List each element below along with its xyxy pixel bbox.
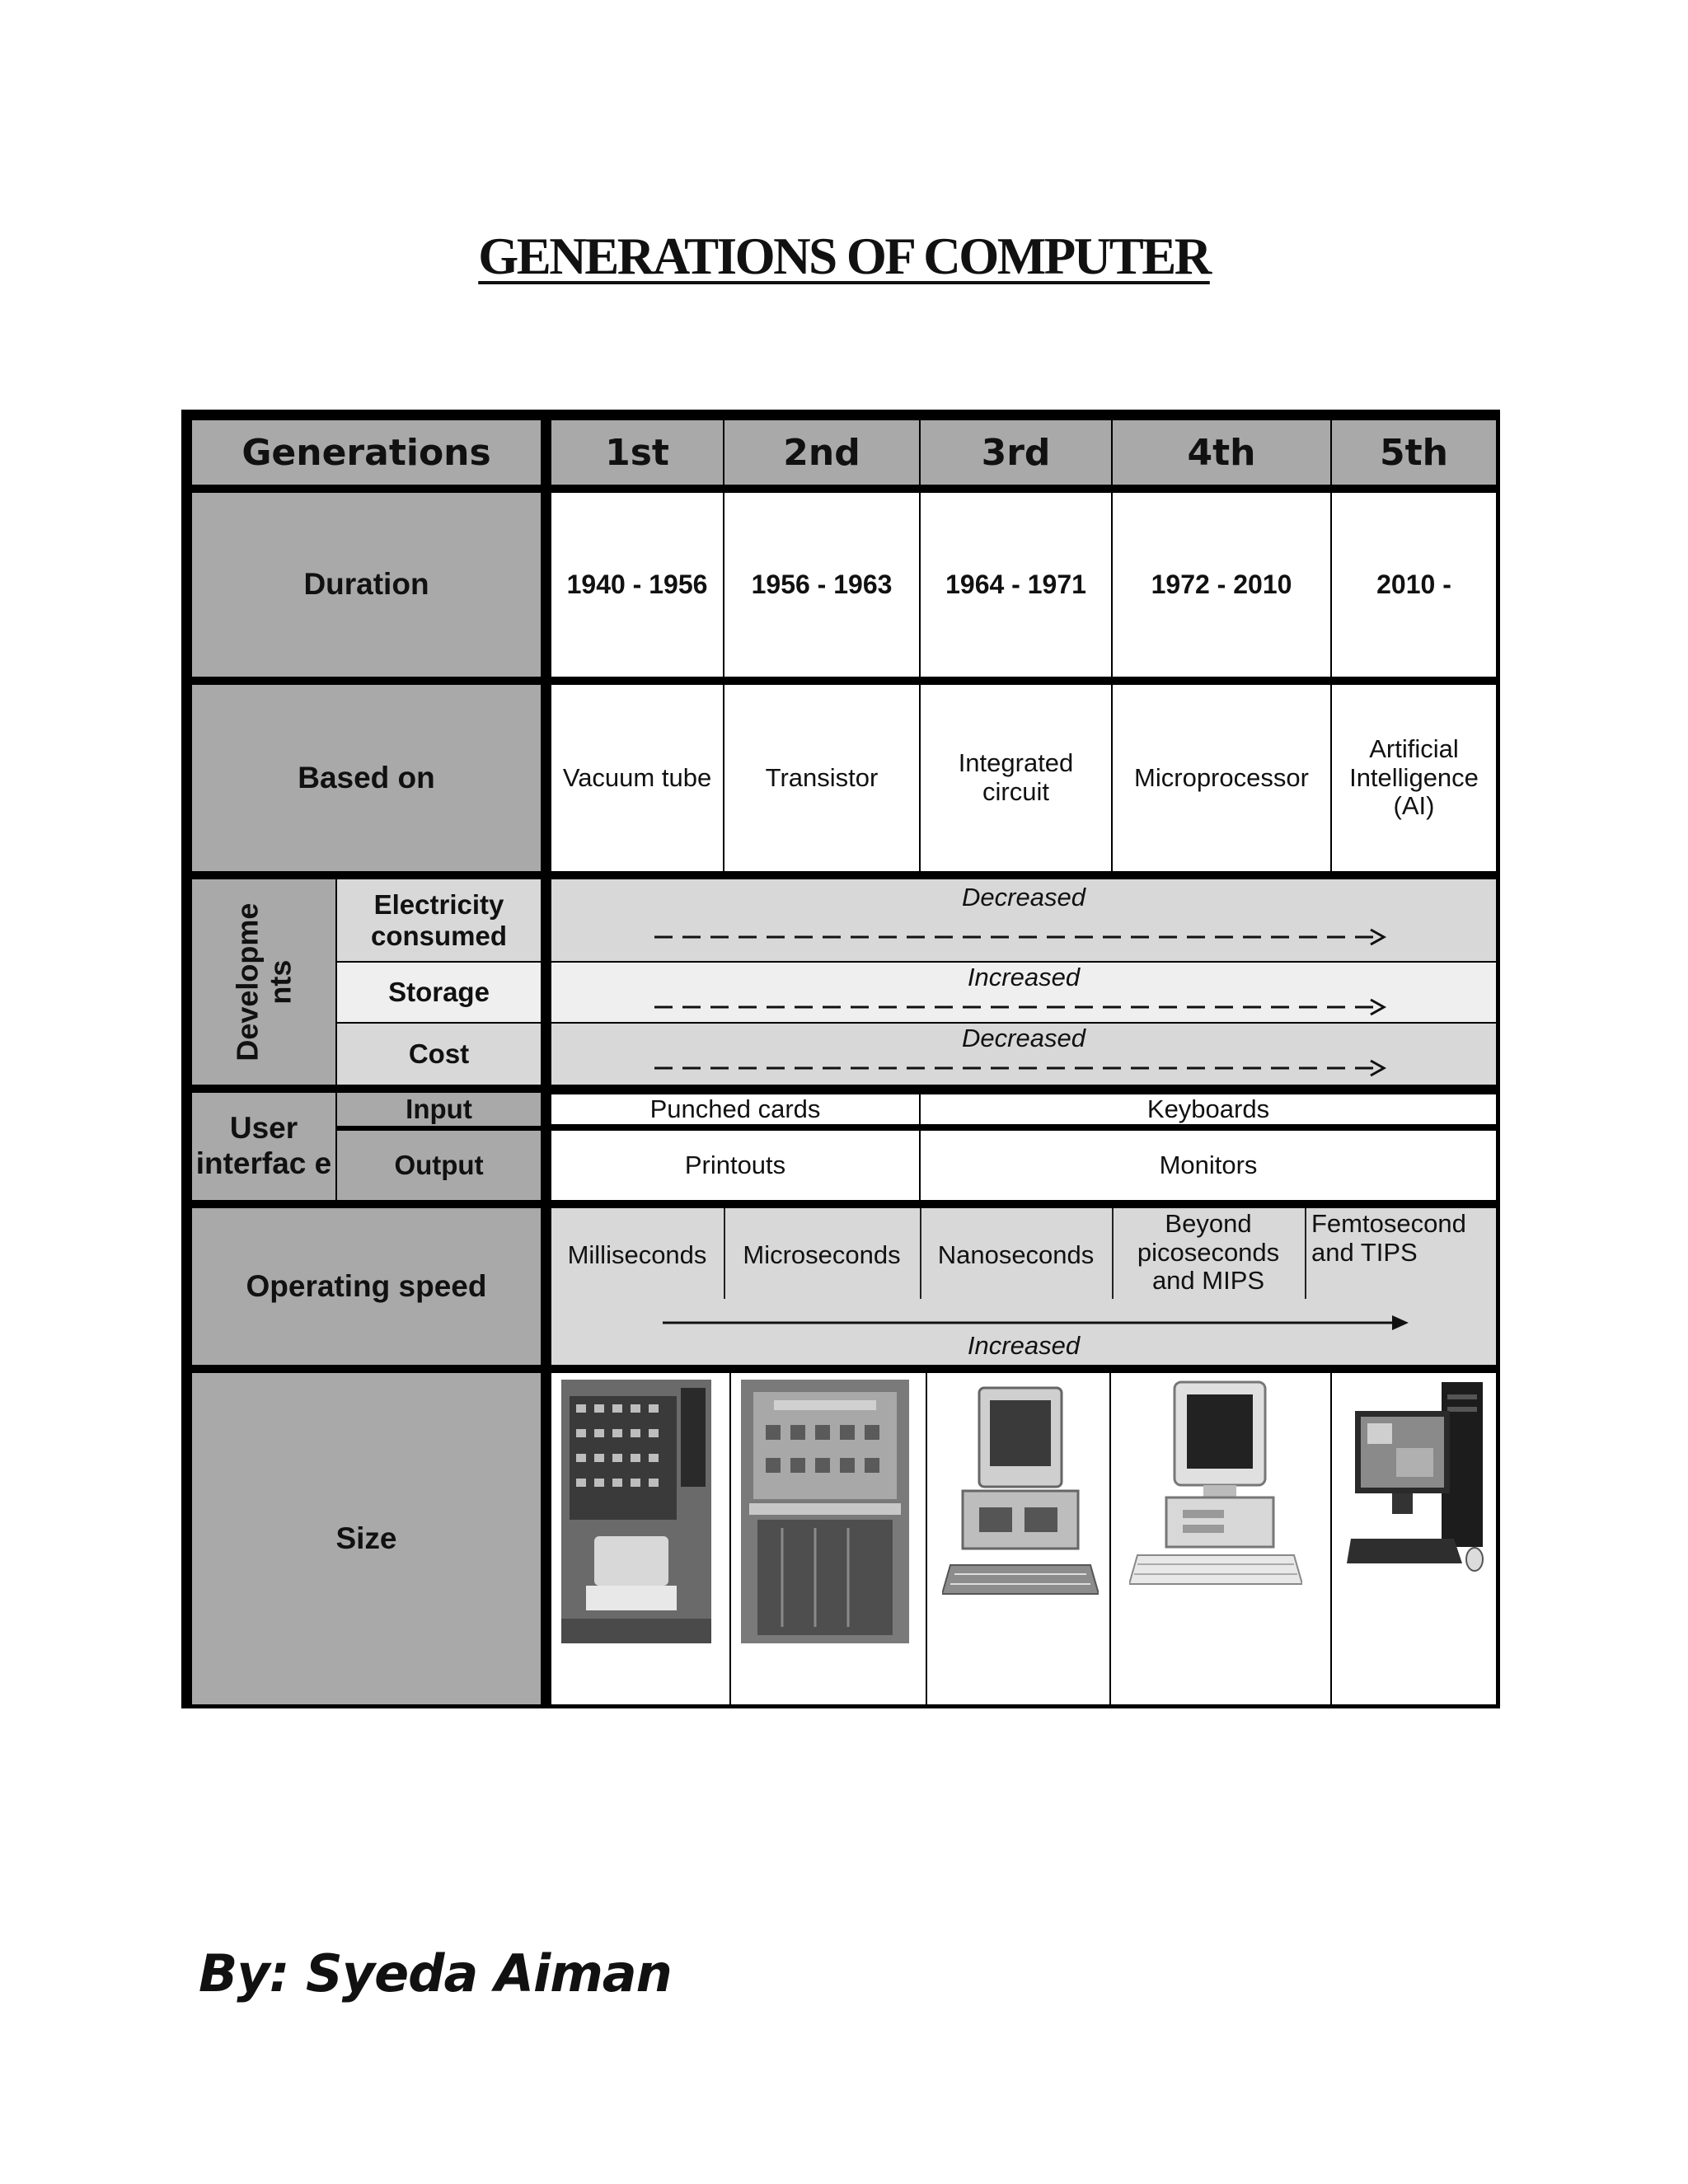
speed-gen-1: Milliseconds xyxy=(567,1240,707,1270)
size-label: Size xyxy=(192,1373,541,1704)
author-credit: By: Syeda Aiman xyxy=(199,1943,672,2004)
header-gen-5: 5th xyxy=(1332,420,1496,485)
header-gen-1: 1st xyxy=(551,420,723,485)
duration-label: Duration xyxy=(192,493,541,677)
user-interface-label: User interfac e xyxy=(192,1093,335,1200)
header-generations: Generations xyxy=(192,420,541,485)
input-label: Input xyxy=(337,1093,541,1126)
speed-gen-4: Beyond picoseconds and MIPS xyxy=(1137,1209,1280,1296)
header-gen-4: 4th xyxy=(1113,420,1330,485)
cost-arrow-icon xyxy=(551,1056,1496,1080)
storage-label: Storage xyxy=(337,963,541,1022)
size-gen-2 xyxy=(731,1373,926,1704)
developments-label: Developme nts xyxy=(230,902,297,1062)
duration-gen-2: 1956 - 1963 xyxy=(724,493,919,677)
speed-gen-5: Femtosecond and TIPS xyxy=(1311,1209,1466,1267)
speed-trend: Increased xyxy=(967,1331,1081,1360)
storage-arrow-icon xyxy=(551,995,1496,1019)
speed-divider xyxy=(1305,1208,1306,1299)
modern-pc-icon xyxy=(1347,1378,1487,1592)
based-on-label: Based on xyxy=(192,685,541,871)
cost-trend-cell xyxy=(551,1024,1496,1085)
based-on-gen-1: Vacuum tube xyxy=(551,685,723,871)
storage-trend: Increased xyxy=(967,963,1081,991)
electricity-arrow-icon xyxy=(551,921,1496,954)
document-title: GENERATIONS OF COMPUTER xyxy=(478,227,1210,285)
input-gen-3-5: Keyboards xyxy=(921,1094,1496,1124)
duration-gen-1: 1940 - 1956 xyxy=(551,493,723,677)
speed-gen-2: Microseconds xyxy=(743,1240,901,1270)
operating-speed-label: Operating speed xyxy=(192,1208,541,1365)
mainframe-computer-icon xyxy=(561,1380,711,1643)
electricity-label: Electricity consumed xyxy=(337,879,541,961)
desktop-pc-icon xyxy=(1129,1378,1302,1601)
duration-gen-3: 1964 - 1971 xyxy=(921,493,1111,677)
header-gen-3: 3rd xyxy=(921,420,1111,485)
output-gen-1-2: Printouts xyxy=(551,1131,919,1200)
based-on-gen-4: Microprocessor xyxy=(1113,685,1330,871)
based-on-gen-2: Transistor xyxy=(724,685,919,871)
output-label: Output xyxy=(337,1131,541,1200)
header-gen-2: 2nd xyxy=(724,420,919,485)
ibm-pc-icon xyxy=(942,1380,1099,1602)
based-on-gen-5: Artificial Intelligence (AI) xyxy=(1332,685,1496,871)
based-on-gen-3: Integrated circuit xyxy=(921,685,1111,871)
storage-trend-cell xyxy=(551,963,1496,1022)
output-gen-3-5: Monitors xyxy=(921,1131,1496,1200)
operating-speed-cell xyxy=(551,1208,1496,1365)
electricity-trend: Decreased xyxy=(962,883,1085,912)
transistor-computer-icon xyxy=(741,1380,909,1643)
generations-table xyxy=(181,410,1500,1708)
duration-gen-5: 2010 - xyxy=(1332,493,1496,677)
size-gen-4 xyxy=(1111,1373,1330,1704)
electricity-trend-cell xyxy=(551,879,1496,961)
size-gen-3 xyxy=(927,1373,1109,1704)
size-gen-1 xyxy=(551,1373,729,1704)
speed-gen-3: Nanoseconds xyxy=(937,1240,1095,1270)
developments-label-cell xyxy=(192,879,335,1085)
input-gen-1-2: Punched cards xyxy=(551,1094,919,1124)
cost-trend: Decreased xyxy=(962,1024,1085,1052)
duration-gen-4: 1972 - 2010 xyxy=(1113,493,1330,677)
size-gen-5 xyxy=(1332,1373,1496,1704)
cost-label: Cost xyxy=(337,1024,541,1085)
